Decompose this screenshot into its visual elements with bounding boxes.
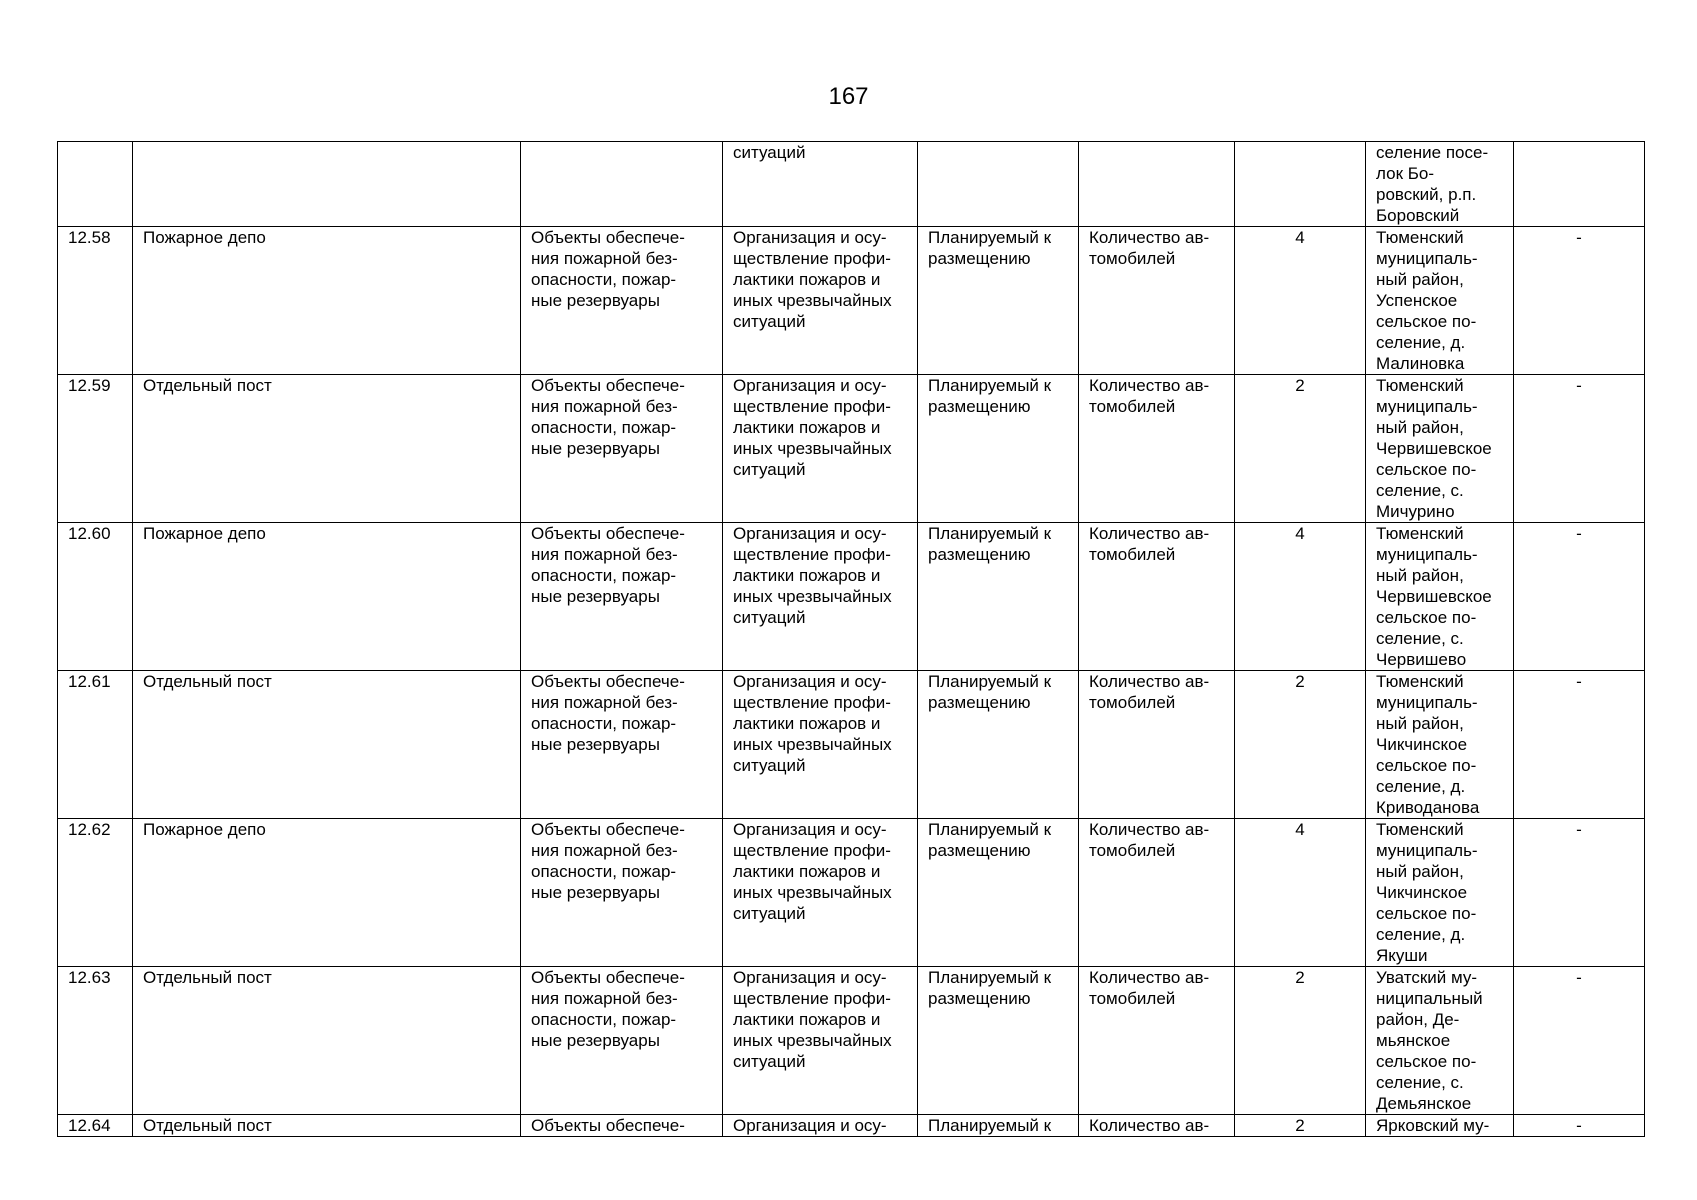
cell-text: 4 (1295, 524, 1305, 543)
cell-text: - (1576, 672, 1582, 691)
cell-text: Организация и осу- ществление профи- лактики пожаров и иных чрезвычайных ситуаций (733, 820, 892, 923)
status-cell (918, 523, 1079, 671)
cell-text: Организация и осу- ществление профи- лактики пожаров и иных чрезвычайных ситуаций (733, 228, 892, 331)
cell-text: - (1576, 524, 1582, 543)
table-body (58, 142, 1645, 1137)
zone-cell (1514, 671, 1645, 819)
status-cell (918, 227, 1079, 375)
purpose-cell (723, 671, 918, 819)
cell-text: Количество ав- (1089, 1116, 1210, 1135)
status-cell (918, 967, 1079, 1115)
cell-text: 2 (1295, 672, 1305, 691)
status-cell (918, 142, 1079, 227)
cell-text: Организация и осу- ществление профи- лактики пожаров и иных чрезвычайных ситуаций (733, 672, 892, 775)
cell-text: - (1576, 968, 1582, 987)
cell-text: Пожарное депо (143, 524, 266, 543)
cell-text: Объекты обеспече- ния пожарной без- опасности, пожар- ные резервуары (531, 672, 685, 754)
cell-text: Отдельный пост (143, 1116, 272, 1135)
table-row (58, 142, 1645, 227)
cell-text: Организация и осу- ществление профи- лактики пожаров и иных чрезвычайных ситуаций (733, 968, 892, 1071)
cell-text: - (1576, 820, 1582, 839)
page-number: 167 (828, 83, 869, 110)
cell-text: Количество ав- томобилей (1089, 968, 1210, 1008)
cell-text: Объекты обеспече- ния пожарной без- опасности, пожар- ные резервуары (531, 376, 685, 458)
status-cell (918, 819, 1079, 967)
cell-text: Количество ав- томобилей (1089, 524, 1210, 564)
cell-text: Объекты обеспече- ния пожарной без- опасности, пожар- ные резервуары (531, 968, 685, 1050)
table-row (58, 819, 1645, 967)
cell-text: 4 (1295, 228, 1305, 247)
purpose-cell (723, 967, 918, 1115)
characteristic-cell (1079, 819, 1235, 967)
cell-text: Планируемый к размещению (928, 376, 1052, 416)
characteristic-cell (1079, 142, 1235, 227)
value-cell (1235, 523, 1366, 671)
location-cell (1366, 375, 1514, 523)
purpose-cell (723, 523, 918, 671)
cell-text: Количество ав- томобилей (1089, 820, 1210, 860)
zone-cell (1514, 142, 1645, 227)
object-name-cell (133, 1115, 521, 1137)
cell-text: - (1576, 228, 1582, 247)
location-cell (1366, 967, 1514, 1115)
object-type-cell (521, 227, 723, 375)
location-cell (1366, 1115, 1514, 1137)
cell-text: 12.58 (68, 228, 111, 247)
cell-text: Объекты обеспече- ния пожарной без- опасности, пожар- ные резервуары (531, 524, 685, 606)
object-name-cell (133, 227, 521, 375)
cell-text: Тюменский муниципаль- ный район, Чикчинское сельское по- селение, д. Криводанова (1376, 672, 1480, 817)
object-type-cell (521, 819, 723, 967)
location-cell (1366, 142, 1514, 227)
zone-cell (1514, 967, 1645, 1115)
location-cell (1366, 819, 1514, 967)
cell-text: Организация и осу- (733, 1116, 887, 1135)
value-cell (1235, 671, 1366, 819)
cell-text: 12.60 (68, 524, 111, 543)
cell-text: Объекты обеспече- ния пожарной без- опасности, пожар- ные резервуары (531, 820, 685, 902)
location-cell (1366, 227, 1514, 375)
cell-text: Пожарное депо (143, 820, 266, 839)
cell-text: Тюменский муниципаль- ный район, Червишевское сельское по- селение, с. Червишево (1376, 524, 1492, 669)
cell-text: 12.62 (68, 820, 111, 839)
location-cell (1366, 523, 1514, 671)
object-type-cell (521, 1115, 723, 1137)
cell-text: 12.59 (68, 376, 111, 395)
cell-text: Количество ав- томобилей (1089, 376, 1210, 416)
characteristic-cell (1079, 375, 1235, 523)
cell-text: 12.61 (68, 672, 111, 691)
object-type-cell (521, 523, 723, 671)
row-number-cell (58, 819, 133, 967)
purpose-cell (723, 819, 918, 967)
object-name-cell (133, 819, 521, 967)
cell-text: Отдельный пост (143, 968, 272, 987)
cell-text: 12.64 (68, 1116, 111, 1135)
row-number-cell (58, 227, 133, 375)
value-cell (1235, 967, 1366, 1115)
table-row (58, 523, 1645, 671)
cell-text: Планируемый к (928, 1116, 1052, 1135)
table-row (58, 671, 1645, 819)
cell-text: 2 (1295, 1116, 1305, 1135)
purpose-cell (723, 227, 918, 375)
status-cell (918, 1115, 1079, 1137)
table-row (58, 967, 1645, 1115)
cell-text: Отдельный пост (143, 376, 272, 395)
object-type-cell (521, 375, 723, 523)
row-number-cell (58, 142, 133, 227)
status-cell (918, 671, 1079, 819)
cell-text: 2 (1295, 968, 1305, 987)
object-type-cell (521, 967, 723, 1115)
cell-text: ситуаций (733, 143, 806, 162)
object-type-cell (521, 671, 723, 819)
object-name-cell (133, 375, 521, 523)
row-number-cell (58, 1115, 133, 1137)
cell-text: - (1576, 1116, 1582, 1135)
purpose-cell (723, 1115, 918, 1137)
row-number-cell (58, 375, 133, 523)
value-cell (1235, 142, 1366, 227)
characteristic-cell (1079, 227, 1235, 375)
cell-text: Объекты обеспече- (531, 1116, 685, 1135)
cell-text: Пожарное депо (143, 228, 266, 247)
zone-cell (1514, 375, 1645, 523)
value-cell (1235, 819, 1366, 967)
purpose-cell (723, 142, 918, 227)
characteristic-cell (1079, 523, 1235, 671)
row-number-cell (58, 671, 133, 819)
zone-cell (1514, 227, 1645, 375)
cell-text: Планируемый к размещению (928, 524, 1052, 564)
cell-text: Планируемый к размещению (928, 228, 1052, 268)
cell-text: Тюменский муниципаль- ный район, Чикчинское сельское по- селение, д. Якуши (1376, 820, 1478, 965)
cell-text: 4 (1295, 820, 1305, 839)
value-cell (1235, 1115, 1366, 1137)
object-name-cell (133, 523, 521, 671)
cell-text: Отдельный пост (143, 672, 272, 691)
purpose-cell (723, 375, 918, 523)
zone-cell (1514, 523, 1645, 671)
value-cell (1235, 375, 1366, 523)
table-row (58, 1115, 1645, 1137)
cell-text: Ярковский му- (1376, 1116, 1490, 1135)
cell-text: Планируемый к размещению (928, 672, 1052, 712)
zone-cell (1514, 1115, 1645, 1137)
cell-text: Объекты обеспече- ния пожарной без- опасности, пожар- ные резервуары (531, 228, 685, 310)
cell-text: - (1576, 376, 1582, 395)
characteristic-cell (1079, 1115, 1235, 1137)
cell-text: Тюменский муниципаль- ный район, Успенское сельское по- селение, д. Малиновка (1376, 228, 1478, 373)
cell-text: Тюменский муниципаль- ный район, Червишевское сельское по- селение, с. Мичурино (1376, 376, 1492, 521)
cell-text: Количество ав- томобилей (1089, 672, 1210, 712)
cell-text: Организация и осу- ществление профи- лактики пожаров и иных чрезвычайных ситуаций (733, 524, 892, 627)
cell-text: 2 (1295, 376, 1305, 395)
location-cell (1366, 671, 1514, 819)
cell-text: Планируемый к размещению (928, 968, 1052, 1008)
object-name-cell (133, 671, 521, 819)
object-type-cell (521, 142, 723, 227)
status-cell (918, 375, 1079, 523)
cell-text: Организация и осу- ществление профи- лактики пожаров и иных чрезвычайных ситуаций (733, 376, 892, 479)
row-number-cell (58, 967, 133, 1115)
table-row (58, 227, 1645, 375)
cell-text: селение посе- лок Бо- ровский, р.п. Боровский (1376, 143, 1489, 225)
value-cell (1235, 227, 1366, 375)
table-row (58, 375, 1645, 523)
cell-text: Количество ав- томобилей (1089, 228, 1210, 268)
characteristic-cell (1079, 967, 1235, 1115)
cell-text: 12.63 (68, 968, 111, 987)
data-table (57, 141, 1645, 1137)
object-name-cell (133, 142, 521, 227)
object-name-cell (133, 967, 521, 1115)
zone-cell (1514, 819, 1645, 967)
characteristic-cell (1079, 671, 1235, 819)
cell-text: Планируемый к размещению (928, 820, 1052, 860)
row-number-cell (58, 523, 133, 671)
cell-text: Уватский му- ниципальный район, Де- мьянское сельское по- селение, с. Демьянское (1376, 968, 1483, 1113)
